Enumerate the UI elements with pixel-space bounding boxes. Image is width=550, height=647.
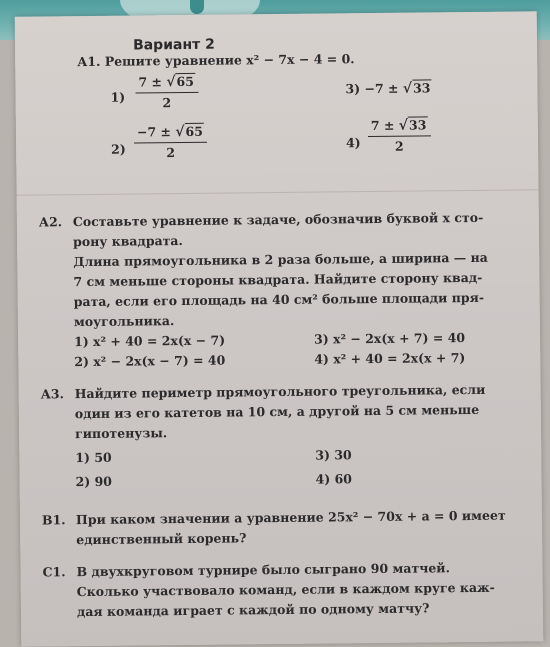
a2-line-3: Длина прямоугольника в 2 раза больше, а ширина — на (73, 249, 488, 270)
a2-line-4: 7 см меньше стороны квадрата. Найдите сторону квад- (73, 269, 483, 290)
a2-option-3: 3) x² − 2x(x + 7) = 40 (314, 330, 466, 347)
a1-opt4-den: 2 (394, 138, 404, 154)
a3-label: А3. (40, 386, 64, 402)
a1-option-3: 3) −7 ± √33 (345, 80, 431, 97)
b1-label: В1. (41, 512, 66, 528)
a1-question (77, 49, 355, 72)
a1-option-1-number: 1) (110, 89, 126, 105)
a1-opt2-den: 2 (166, 145, 176, 161)
b1-line-2: единственный корень? (76, 530, 247, 548)
a2-line-2: рону квадрата. (72, 233, 183, 250)
a2-line-5: рата, если его площадь на 40 см² больше площади пря- (73, 289, 485, 310)
a1-opt2-num: −7 ± (136, 124, 172, 140)
c1-line-1: В двухкруговом турнире было сыграно 90 матчей. (76, 560, 450, 580)
a1-opt4-radicand: 33 (408, 117, 427, 133)
cover-mark (190, 0, 204, 14)
a2-label: А2. (38, 214, 63, 230)
a1-opt2-radicand: 65 (185, 123, 203, 139)
a1-opt3-number: 3) (345, 81, 361, 97)
a1-option-4-number: 4) (345, 135, 361, 151)
variant-title: Вариант 2 (132, 36, 215, 54)
a2-option-1: 1) x² + 40 = 2x(x − 7) (74, 332, 226, 350)
a2-option-2: 2) x² − 2x(x − 7) = 40 (74, 352, 226, 370)
c1-label: С1. (42, 564, 66, 580)
a1-label: А1. (77, 53, 101, 70)
a1-opt1-den: 2 (162, 95, 172, 111)
a1-option-2: $\frac{-7 \pm √65}{2}$ (134, 123, 207, 162)
a1-opt3-text: −7 ± (364, 80, 399, 97)
c1-line-2: Сколько участвовало команд, если в каждом круге каж- (76, 579, 495, 600)
a3-line-1: Найдите периметр прямоугольного треугольника, если (74, 381, 486, 402)
a3-option-4: 4) 60 (315, 471, 353, 487)
a3-line-2: один из его катетов на 10 см, а другой на 5 см меньше (74, 401, 480, 422)
a3-line-3: гипотенузы. (75, 425, 168, 442)
a1-equation: x² − 7x − 4 = 0. (246, 51, 355, 68)
a2-line-1: Составьте уравнение к задаче, обозначив буквой x сто- (72, 209, 484, 230)
a1-opt3-radicand: 33 (412, 80, 431, 96)
a3-option-2: 2) 90 (75, 473, 113, 490)
c1-line-3: дая команда играет с каждой по одному матчу? (76, 600, 430, 620)
a3-option-3: 3) 30 (315, 447, 352, 463)
a1-opt1-num: 7 ± (138, 74, 163, 90)
worksheet-page (15, 11, 544, 646)
a3-option-1: 1) 50 (75, 449, 112, 466)
a1-option-2-number: 2) (111, 141, 126, 157)
a1-opt1-radicand: 65 (176, 73, 194, 90)
a1-prompt: Решите уравнение (104, 52, 242, 69)
b1-line-1: При каком значении a уравнение 25x² − 70x + a = 0 имеет (75, 507, 506, 528)
a1-option-1: $\frac{7 \pm √65}{2}$ (135, 73, 198, 112)
a2-option-4: 4) x² + 40 = 2x(x + 7) (314, 350, 466, 367)
a2-line-6: моугольника. (73, 313, 175, 330)
a1-option-4: $\frac{7 \pm √33}{2}$ (368, 116, 431, 155)
a1-opt4-num: 7 ± (370, 117, 395, 134)
